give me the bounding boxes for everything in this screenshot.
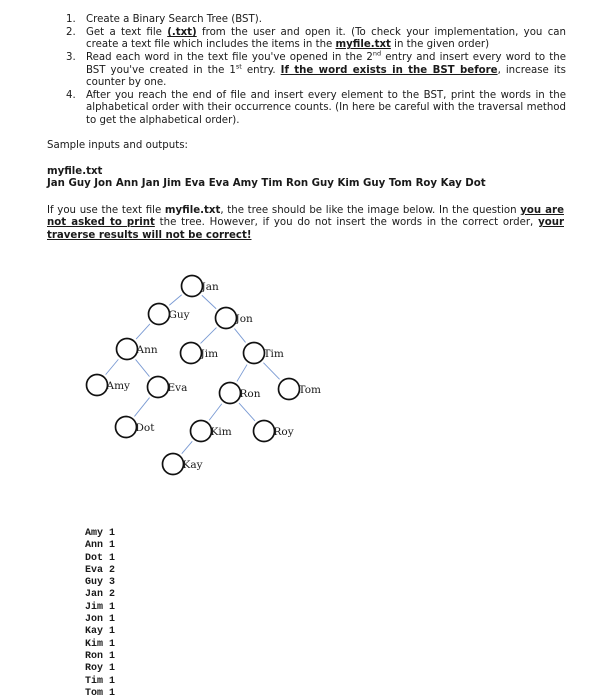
text-run: Get a text file <box>86 26 168 38</box>
text-run: st <box>235 62 242 71</box>
tree-node-label: Roy <box>273 426 294 438</box>
count-row <box>85 540 115 552</box>
count-value: 1 <box>109 650 116 662</box>
count-row <box>85 528 115 540</box>
tree-node-label: Dot <box>135 422 155 434</box>
text-run: entry. <box>241 64 281 76</box>
count-row <box>85 676 115 688</box>
count-row <box>85 626 115 638</box>
count-word: Roy <box>85 663 104 675</box>
tree-node-label: Eva <box>167 382 188 394</box>
count-value: 1 <box>109 638 116 650</box>
text-run: you are not asked to print <box>47 205 564 229</box>
count-row <box>85 553 115 565</box>
text-run: Read each word in the text file you've opened in the 2 <box>86 52 373 64</box>
text-run: After you reach the end of file and insert every element to the BST, print the words in the alphabetical order with their occurrence counts. (In here be careful with the traversal method to get the alphabetical order). <box>86 89 566 126</box>
count-word: Eva <box>85 564 104 576</box>
count-row <box>85 651 115 663</box>
count-word: Kay <box>85 626 104 638</box>
count-value: 1 <box>109 540 116 552</box>
tree-node <box>191 421 212 442</box>
tree-node <box>244 343 265 364</box>
tree-node <box>117 339 138 360</box>
tree-node-label: Tom <box>298 384 321 396</box>
text-run: If you use the text file <box>47 205 165 216</box>
tree-edge <box>182 441 193 453</box>
sample-heading: Sample inputs and outputs: <box>47 140 188 151</box>
tree-edge <box>106 359 119 374</box>
tree-edge <box>209 404 222 421</box>
text-run: the tree. However, if you do not insert the words in the correct order, <box>154 217 539 229</box>
instruction-number: 4. <box>66 89 76 101</box>
tree-node-label: Jan <box>201 281 219 293</box>
count-value: 1 <box>109 675 116 687</box>
tree-node <box>87 375 108 396</box>
tree-edge <box>134 398 149 417</box>
count-value: 2 <box>109 589 116 601</box>
count-word: Jan <box>85 589 104 601</box>
tree-edge <box>239 403 255 421</box>
count-word: Kim <box>85 638 104 650</box>
tree-node-label: Amy <box>106 380 130 392</box>
tree-edge <box>136 359 150 376</box>
count-value: 2 <box>109 564 116 576</box>
tree-node <box>220 383 241 404</box>
count-row <box>85 663 115 675</box>
tree-node-label: Jon <box>235 313 253 325</box>
tree-edge <box>263 363 279 380</box>
tree-edge <box>202 295 216 308</box>
tree-node-label: Ron <box>239 388 261 400</box>
tree-node <box>254 421 275 442</box>
count-word: Tom <box>85 687 104 699</box>
count-word: Ann <box>85 540 104 552</box>
count-row <box>85 565 115 577</box>
tree-node <box>216 308 237 329</box>
output-counts <box>85 528 115 700</box>
count-row <box>85 589 115 601</box>
count-row <box>85 602 115 614</box>
text-run: nd <box>372 49 382 58</box>
count-value: 1 <box>109 626 116 638</box>
text-run: , the tree should be like the image below. In the question <box>220 205 521 216</box>
tree-node <box>182 276 203 297</box>
text-run: (.txt) <box>167 26 197 38</box>
tree-node <box>163 454 184 475</box>
count-word: Dot <box>85 552 104 564</box>
count-word: Jim <box>85 601 104 613</box>
text-run: Create a Binary Search Tree (BST). <box>86 14 262 25</box>
tree-node <box>148 377 169 398</box>
tree-edge <box>201 328 217 344</box>
tree-node-label: Guy <box>168 309 190 321</box>
count-value: 1 <box>109 687 116 699</box>
tree-node <box>116 417 137 438</box>
tree-node-label: Tim <box>263 348 284 360</box>
count-word: Tim <box>85 675 104 687</box>
text-run: myfile.txt <box>164 205 221 216</box>
count-row <box>85 639 115 651</box>
count-word: Jon <box>85 614 104 626</box>
text-run: your traverse results will not be correct! <box>47 217 564 241</box>
count-row <box>85 614 115 626</box>
count-value: 1 <box>109 552 116 564</box>
instruction-number: 1. <box>66 14 76 25</box>
count-value: 1 <box>109 601 116 613</box>
tree-node <box>181 343 202 364</box>
tree-edge <box>136 324 150 339</box>
tree-edge <box>169 295 181 306</box>
text-run: in the given order) <box>390 39 490 51</box>
count-value: 1 <box>109 663 116 675</box>
tree-node <box>149 304 170 325</box>
text-run: , increase its counter by one. <box>86 64 566 89</box>
count-value: 1 <box>109 528 116 539</box>
count-row <box>85 577 115 589</box>
tree-edge <box>237 365 247 382</box>
text-run: If the word exists in the BST before <box>280 64 498 76</box>
tree-node-label: Ann <box>136 344 158 356</box>
instruction-number: 3. <box>66 52 76 64</box>
count-value: 1 <box>109 614 116 626</box>
text-run: myfile.txt <box>335 39 391 51</box>
tree-node-label: Kay <box>182 459 203 471</box>
instruction-number: 2. <box>66 26 76 38</box>
text-run: entry and insert every word to the BST you've created in the 1 <box>86 52 566 76</box>
tree-node-label: Kim <box>210 426 232 438</box>
file-name: myfile.txt <box>47 166 103 177</box>
count-value: 3 <box>109 577 116 589</box>
count-word: Amy <box>85 528 104 539</box>
tree-node <box>279 379 300 400</box>
file-contents: Jan Guy Jon Ann Jan Jim Eva Eva Amy Tim Ron Guy Kim Guy Tom Roy Kay Dot <box>47 178 486 189</box>
count-word: Guy <box>85 577 104 589</box>
tree-node-label: Jim <box>200 348 219 360</box>
text-run: from the user and open it. (To check your implementation, you can create a text file which includes the items in the <box>86 26 566 51</box>
count-row <box>85 688 115 700</box>
tree-edge <box>234 329 245 343</box>
count-word: Ron <box>85 650 104 662</box>
